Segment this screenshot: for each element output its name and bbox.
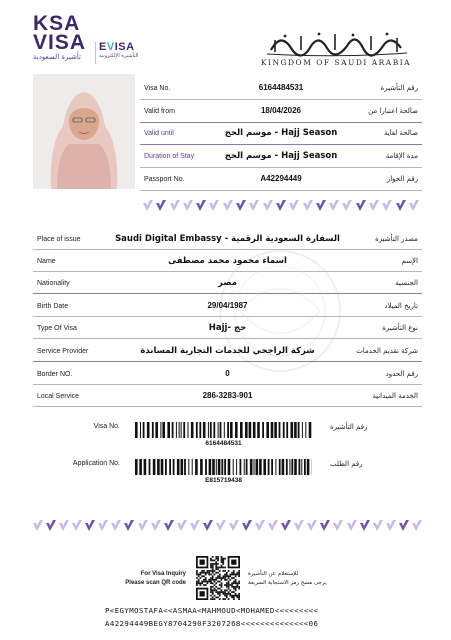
detail-value: 286-3283-901 <box>202 391 253 400</box>
check-mark-icon <box>268 520 278 532</box>
logo-divider <box>95 42 96 64</box>
check-mark-icon <box>320 520 330 532</box>
barcode-label-ar: رقم الطلب <box>330 460 363 468</box>
check-mark-icon <box>138 520 148 532</box>
check-mark-icon <box>229 520 239 532</box>
check-mark-icon <box>412 520 422 532</box>
detail-row <box>33 340 422 363</box>
detail-row <box>33 363 422 386</box>
check-mark-icon <box>307 520 317 532</box>
detail-value: Saudi Digital Embassy - السفارة السعودية الرقمية <box>115 234 340 244</box>
check-mark-icon <box>85 520 95 532</box>
detail-label-ar: تاريخ الميلاد <box>384 302 418 310</box>
detail-value: شركة الراجحي للخدمات التجارية المساندة <box>140 346 315 356</box>
check-mark-icon <box>369 200 379 212</box>
detail-row <box>33 228 422 251</box>
qr-english-line1: For Visa Inquiry <box>140 571 186 577</box>
row-label-en: Valid until <box>144 130 174 137</box>
check-mark-icon <box>111 520 121 532</box>
evisa-logo-v: V <box>106 41 115 53</box>
check-mark-icon <box>281 520 291 532</box>
check-mark-icon <box>59 520 69 532</box>
detail-value: Hajj- حج <box>208 323 247 333</box>
check-mark-icon <box>236 200 246 212</box>
detail-value: اسماء محمود محمد مصطفى <box>168 256 287 266</box>
qr-arabic-line1: للإستعلام عن التأشيرة <box>248 571 299 577</box>
detail-divider <box>33 338 422 339</box>
row-label-ar: رقم التأشيرة <box>380 84 418 92</box>
check-mark-icon <box>190 520 200 532</box>
check-mark-icon <box>216 520 226 532</box>
mrz-line-2: A42294449BEGY8704290F3207268<<<<<<<<<<<<<<06 <box>105 619 319 628</box>
check-mark-icon <box>263 200 273 212</box>
evisa-logo <box>99 41 147 59</box>
detail-label-en: Border NO. <box>37 371 73 378</box>
detail-row <box>33 272 422 295</box>
detail-row <box>33 250 422 273</box>
detail-value: مصر <box>218 278 237 288</box>
check-mark-icon <box>33 520 43 532</box>
check-mark-icon <box>276 200 286 212</box>
row-value: موسم الحج - Hajj Season <box>224 151 338 161</box>
qr-code[interactable] <box>196 556 240 600</box>
detail-divider <box>33 361 422 362</box>
barcode <box>135 422 312 438</box>
check-mark-icon <box>249 200 259 212</box>
check-mark-icon <box>329 200 339 212</box>
detail-row <box>33 385 422 408</box>
detail-label-ar: الجنسية <box>395 279 418 287</box>
check-mark-icon <box>409 200 419 212</box>
detail-label-ar: مصدر التأشيرة <box>375 235 418 243</box>
barcode-label-en: Application No. <box>72 460 120 467</box>
person-photo-icon <box>33 74 135 189</box>
row-label-en: Passport No. <box>144 176 185 183</box>
check-mark-icon <box>183 200 193 212</box>
detail-label-ar: رقم الحدود <box>385 370 418 378</box>
check-mark-icon <box>242 520 252 532</box>
check-mark-icon <box>342 200 352 212</box>
detail-row <box>33 295 422 318</box>
detail-label-ar: الإسم <box>401 257 418 265</box>
qr-arabic-text <box>248 570 328 588</box>
check-mark-icon <box>164 520 174 532</box>
ksa-logo-line2: VISA <box>33 31 87 54</box>
row-label-ar: رقم الجواز <box>386 175 418 183</box>
ksa-logo-arabic: تأشيرة السعودية <box>33 53 81 61</box>
check-mark-icon <box>386 520 396 532</box>
check-mark-icon <box>360 520 370 532</box>
check-mark-icon <box>46 520 56 532</box>
check-mark-icon <box>196 200 206 212</box>
check-mark-icon <box>203 520 213 532</box>
detail-label-ar: الخدمة الميدانية <box>372 392 418 400</box>
check-mark-icon <box>124 520 134 532</box>
row-label-ar: صالحة لغاية <box>383 129 418 137</box>
row-label-en: Visa No. <box>144 85 171 92</box>
barcode <box>135 459 312 475</box>
check-mark-icon <box>382 200 392 212</box>
check-mark-icon <box>98 520 108 532</box>
top-row <box>140 77 422 100</box>
detail-label-en: Nationality <box>37 280 70 287</box>
kingdom-heading <box>251 26 421 67</box>
detail-label-en: Local Service <box>37 393 80 400</box>
ksa-logo-line1: KSA <box>33 12 81 35</box>
mrz-line-1: P<EGYMOSTAFA<<ASMAA<MAHMOUD<MOHAMED<<<<<<<<< <box>105 606 319 615</box>
check-mark-icon <box>156 200 166 212</box>
check-mark-icon <box>177 520 187 532</box>
row-label-en: Valid from <box>144 108 175 115</box>
check-mark-icon <box>223 200 233 212</box>
check-mark-strip-bottom <box>33 520 422 534</box>
check-mark-strip-top <box>143 200 419 214</box>
row-label-ar: صالحة اعتبارا من <box>368 107 418 115</box>
check-mark-icon <box>303 200 313 212</box>
holder-photo <box>33 74 135 189</box>
row-label-ar: مدة الإقامة <box>385 152 418 160</box>
row-value: A42294449 <box>260 174 302 183</box>
barcode-label-en: Visa No. <box>93 423 120 430</box>
detail-label-en: Birth Date <box>37 303 69 310</box>
qr-english-text <box>118 570 186 588</box>
qr-arabic-line2: يرجى مسح رمز الاستجابة السريعة <box>248 580 327 586</box>
check-mark-icon <box>289 200 299 212</box>
check-mark-icon <box>396 200 406 212</box>
ksa-visa-logo <box>33 14 93 61</box>
detail-row <box>33 317 422 340</box>
row-value: 6164484531 <box>258 83 304 92</box>
detail-divider <box>33 293 422 294</box>
check-mark-icon <box>316 200 326 212</box>
check-mark-icon <box>294 520 304 532</box>
check-mark-icon <box>143 200 153 212</box>
top-row <box>140 122 422 145</box>
detail-value: 29/04/1987 <box>207 301 248 310</box>
detail-value: 0 <box>225 369 230 378</box>
barcode-number: E815719438 <box>205 477 242 484</box>
detail-label-en: Type Of Visa <box>37 325 77 332</box>
top-row <box>140 145 422 168</box>
top-row <box>140 100 422 123</box>
row-value: موسم الحج - Hajj Season <box>224 128 338 138</box>
calligraphy-emblem-icon <box>261 26 411 58</box>
detail-label-en: Name <box>37 258 56 265</box>
check-mark-icon <box>356 200 366 212</box>
check-mark-icon <box>72 520 82 532</box>
qr-english-line2: Please scan QR code <box>125 580 186 586</box>
detail-label-ar: شركة تقديم الخدمات <box>356 347 418 355</box>
check-mark-icon <box>373 520 383 532</box>
detail-label-en: Place of issue <box>37 236 81 243</box>
kingdom-arabic-calligraphy <box>251 26 421 56</box>
check-mark-icon <box>170 200 180 212</box>
check-mark-icon <box>347 520 357 532</box>
row-label-en: Duration of Stay <box>144 153 195 160</box>
evisa-logo-arabic: التأشيرة الإلكترونية <box>99 53 139 59</box>
detail-label-ar: نوع التأشيرة <box>382 324 418 332</box>
barcode-label-ar: رقم التأشيرة <box>330 423 368 431</box>
barcode-number: 6164484531 <box>205 440 242 447</box>
check-mark-icon <box>333 520 343 532</box>
check-mark-icon <box>255 520 265 532</box>
check-mark-icon <box>151 520 161 532</box>
row-divider <box>140 190 422 191</box>
evisa-logo-text: EVISA <box>99 41 135 53</box>
check-mark-icon <box>399 520 409 532</box>
top-row <box>140 168 422 191</box>
detail-divider <box>33 406 422 407</box>
kingdom-english-title: KINGDOM OF SAUDI ARABIA <box>260 58 412 67</box>
row-value: 18/04/2026 <box>260 106 302 115</box>
check-mark-icon <box>209 200 219 212</box>
detail-label-en: Service Provider <box>37 348 89 355</box>
